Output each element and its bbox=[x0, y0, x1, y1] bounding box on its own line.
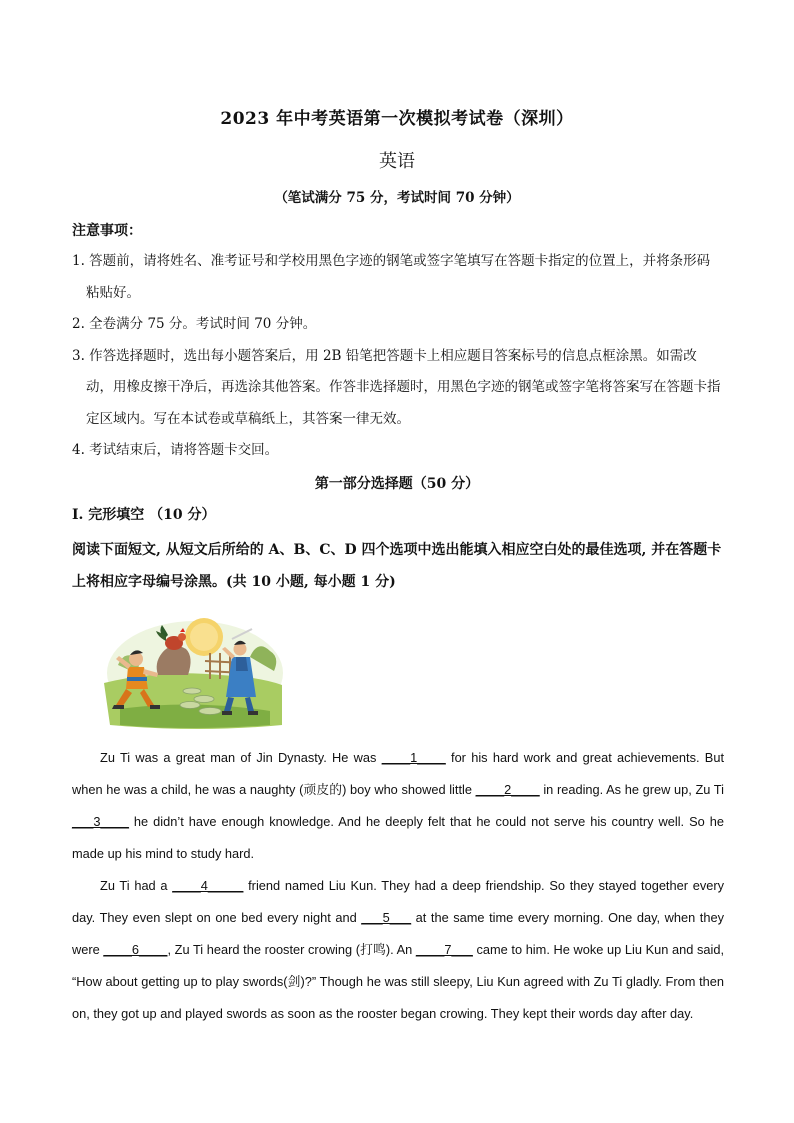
note-item: 3. 作答选择题时，选出每小题答案后，用 2B 铅笔把答题卡上相应题目答案标号的信息点框涂黑。如需改动，用橡皮擦干净后，再选涂其他答案。作答非选择题时，用黑色字迹的钢笔或签字笔将答案写在答题卡指定区域内。写在本试卷或草稿纸上，其答案一律无效。 bbox=[72, 347, 721, 427]
passage-text: Zu Ti was a great man of Jin Dynasty. He was bbox=[100, 750, 382, 765]
passage-text: he didn’t have enough knowledge. And he deeply felt that he could not serve his country well. So he made up his mind to study hard. bbox=[72, 814, 724, 861]
passage-text: friend named Liu Kun. They had a deep friendship. So they stayed together every day. They even slept on one bed every night and bbox=[72, 878, 724, 925]
cloze-blank-3: ___3____ bbox=[72, 814, 129, 829]
cloze-blank-5: ___5___ bbox=[361, 910, 412, 925]
cloze-blank-1: ____1____ bbox=[381, 750, 446, 765]
subject-title: 英语 bbox=[379, 151, 415, 172]
passage-paragraph bbox=[72, 870, 724, 1030]
cloze-instructions: 阅读下面短文, 从短文后所给的 A、B、C、D 四个选项中选出能填入相应空白处的最佳选项, 并在答题卡上将相应字母编号涂黑。(共 10 小题, 每小题 1 分) bbox=[72, 542, 722, 590]
note-item: 4. 考试结束后，请将答题卡交回。 bbox=[72, 442, 279, 458]
part-one-heading: 第一部分选择题（50 分） bbox=[314, 476, 480, 492]
note-item: 1. 答题前，请将姓名、准考证号和学校用黑色字迹的钢笔或签字笔填写在答题卡指定的位置上，并将条形码粘贴好。 bbox=[72, 253, 711, 301]
cloze-passage bbox=[72, 742, 724, 1030]
passage-paragraph bbox=[72, 742, 724, 870]
cloze-blank-4: ____4_____ bbox=[172, 878, 244, 893]
notes-list bbox=[72, 246, 722, 467]
passage-text: Zu Ti had a bbox=[100, 878, 173, 893]
exam-info: （笔试满分 75 分，考试时间 70 分钟） bbox=[274, 190, 520, 206]
zu-ti-illustration-icon bbox=[100, 613, 285, 731]
cloze-section-heading: I. 完形填空 （10 分） bbox=[72, 507, 216, 523]
passage-text: in reading. As he grew up, Zu Ti bbox=[539, 782, 724, 797]
passage-text: came to him. He woke up Liu Kun and said, “How about getting up to play swords(剑)?” Though he was still sleepy, Liu Kun agreed with Zu Ti gladly. From then on, they got up and played swords as soon as the rooster began crowing. They kept their words day after day. bbox=[72, 942, 724, 1021]
exam-title: 2023 年中考英语第一次模拟考试卷（深圳） bbox=[220, 109, 574, 129]
passage-text: at the same time every morning. One day, when they were bbox=[72, 910, 724, 957]
note-item: 2. 全卷满分 75 分。考试时间 70 分钟。 bbox=[72, 316, 317, 332]
passage-text: for his hard work and great achievements. But when he was a child, he was a naughty (顽皮的) boy who showed little bbox=[72, 750, 724, 797]
cloze-blank-7: ____7___ bbox=[415, 942, 473, 957]
cloze-blank-2: ____2____ bbox=[475, 782, 540, 797]
notes-heading: 注意事项： bbox=[72, 223, 142, 239]
passage-text: , Zu Ti heard the rooster crowing (打鸣). An bbox=[167, 942, 416, 957]
cloze-blank-6: ____6____ bbox=[103, 942, 168, 957]
